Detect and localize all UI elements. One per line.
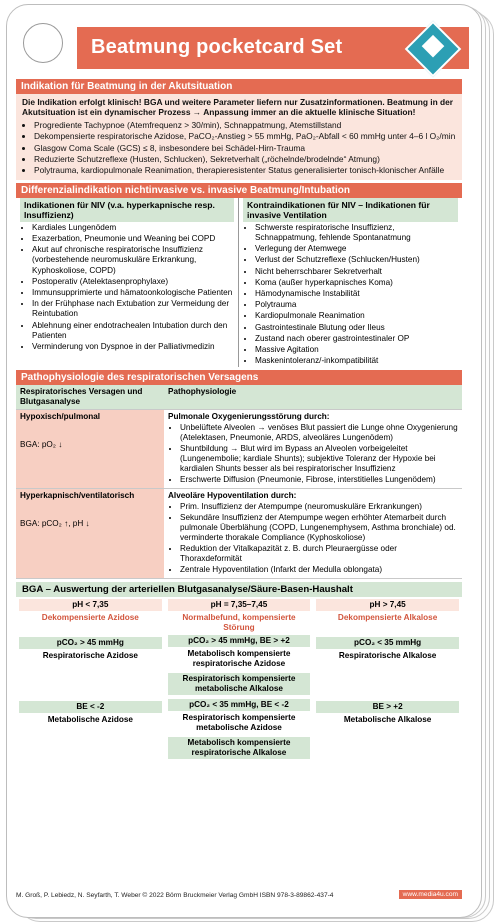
row-label-cell <box>16 489 164 579</box>
row-bga: BGA: pCO₂ ↑, pH ↓ <box>20 519 90 529</box>
section-pathophysiology-heading: Pathophysiologie des respiratorischen Versagens <box>16 370 462 385</box>
list-item: • Nicht beherrschbarer Sekretverhalt <box>255 267 458 277</box>
column-header: Pathophysiologie <box>164 385 462 410</box>
list-item: • Polytrauma, kardiopulmonale Reanimation, therapieresistenter Status generalisierter tonisch-klonischer Anfälle <box>34 165 456 175</box>
row-detail-cell <box>164 489 462 579</box>
list-item: • Kardiopulmonale Reanimation <box>255 311 458 321</box>
list-item: • Akut auf chronische respiratorische Insuffizienz (vorbestehende neuromuskuläre Erkrankung, Kyphoskoliose, COPD) <box>32 245 234 276</box>
bga-label: Respiratorisch kompensierte metabolische Alkalose <box>168 673 311 695</box>
section-indication-heading: Indikation für Beatmung in der Akutsituation <box>16 79 462 94</box>
list-item: • Reduzierte Schutzreflexe (Husten, Schlucken), Sekretverhalt („röchelnde/brodelnde“ Atmung) <box>34 154 456 164</box>
row-detail-heading: Pulmonale Oxygenierungsstörung durch: <box>168 412 330 422</box>
list-item: • Ablehnung einer endotrachealen Intubation durch den Patienten <box>32 321 234 341</box>
bga-label: Metabolische Alkalose <box>343 715 432 725</box>
pathophysiology-table <box>16 385 462 579</box>
list-item: • Polytrauma <box>255 300 458 310</box>
section-indication-body <box>16 94 462 180</box>
bga-value: BE < -2 <box>19 701 162 713</box>
bga-status: Normalbefund, kompensierte Störung <box>182 613 296 633</box>
card-punch-hole <box>23 23 63 63</box>
list-item: • Sekundäre Insuffizienz der Atempumpe wegen erhöhter Atemarbeit durch pulmonale Überblähung (COPD, Lungenemphysem, Asthma bronchiale) od. verminderte thorakale Compliance (Kyphoskoliose) <box>180 513 458 543</box>
list-item: • Dekompensierte respiratorische Azidose, PaCO₂-Anstieg > 55 mmHg, PaO₂-Abfall < 60 mmHg unter 4–6 l O₂/min <box>34 131 456 141</box>
list-item: • Zustand nach oberer gastrointestinaler OP <box>255 334 458 344</box>
bga-value: pCO₂ < 35 mmHg, BE < -2 <box>168 699 311 711</box>
list-item: • Massive Agitation <box>255 345 458 355</box>
niv-contraindications-list <box>243 223 458 367</box>
list-item: • Reduktion der Vitalkapazität z. B. durch Pleuraergüsse oder Thoraxdeformität <box>180 544 458 564</box>
list-item: • Progrediente Tachypnoe (Atemfrequenz > 30/min), Schnappatmung, Atemstillstand <box>34 120 456 130</box>
bga-column-normal <box>165 597 314 763</box>
bga-column-alkalosis <box>313 597 462 763</box>
bga-value: pCO₂ > 45 mmHg, BE > +2 <box>168 635 311 647</box>
niv-contraindications-heading: Kontraindikationen für NIV – Indikationen für invasive Ventilation <box>243 198 458 222</box>
list-item: • Unbelüftete Alveolen → venöses Blut passiert die Lunge ohne Oxygenierung (Atelektasen, Pneumonie, ARDS, alveoläres Lungenödem) <box>180 423 458 443</box>
bga-value: pCO₂ > 45 mmHg <box>19 637 162 649</box>
list-item: • Schwerste respiratorische Insuffizienz, Schnappatmung, fehlende Spontanatmung <box>255 223 458 243</box>
bga-label: Metabolisch kompensierte respiratorische Azidose <box>187 649 291 669</box>
list-item: • Zentrale Hypoventilation (Infarkt der Medulla oblongata) <box>180 565 458 575</box>
row-title: Hyperkapnisch/ventilatorisch <box>20 491 135 501</box>
row-detail-list <box>168 502 458 575</box>
bga-label: Respiratorische Alkalose <box>338 651 437 661</box>
section-differential-body <box>16 198 462 368</box>
list-item: • Prim. Insuffizienz der Atempumpe (neuromuskuläre Erkrankungen) <box>180 502 458 512</box>
list-item: • Kardiales Lungenödem <box>32 223 234 233</box>
bga-grid <box>16 597 462 763</box>
table-header-row <box>16 385 462 410</box>
list-item: • Glasgow Coma Scale (GCS) ≤ 8, insbesondere bei Schädel-Hirn-Trauma <box>34 143 456 153</box>
ph-range: pH > 7,45 <box>316 599 459 611</box>
bga-value: pCO₂ < 35 mmHg <box>316 637 459 649</box>
bga-label: Respiratorisch kompensierte metabolische Azidose <box>182 713 296 733</box>
row-title: Hypoxisch/pulmonal <box>20 412 101 422</box>
ph-range: pH < 7,35 <box>19 599 162 611</box>
list-item: • Koma (außer hyperkapnisches Koma) <box>255 278 458 288</box>
column-header: Respiratorisches Versagen und Blutgasanalyse <box>16 385 164 410</box>
bga-value: BE > +2 <box>316 701 459 713</box>
list-item: • Verlegung der Atemwege <box>255 244 458 254</box>
list-item: • Erschwerte Diffusion (Pneumonie, Fibrose, interstitielles Lungenödem) <box>180 475 458 485</box>
ph-range: pH = 7,35–7,45 <box>168 599 311 611</box>
list-item: • In der Frühphase nach Extubation zur Vermeidung der Reintubation <box>32 299 234 319</box>
niv-indications-list <box>20 223 234 352</box>
list-item: • Shuntbildung → Blut wird im Bypass an Alveolen vorbeigeleitet (Lungenembolie; kardiale Shunts); subjektive Toleranz der Hypoxie bei kardialen Shunts besser als bei respiratorischer Insuffizienz <box>180 444 458 474</box>
row-detail-heading: Alveoläre Hypoventilation durch: <box>168 491 297 501</box>
section-bga-heading: BGA – Auswertung der arteriellen Blutgasanalyse/Säure-Basen-Haushalt <box>16 582 462 597</box>
list-item: • Exazerbation, Pneumonie und Weaning bei COPD <box>32 234 234 244</box>
bga-label: Respiratorische Azidose <box>42 651 138 661</box>
list-item: • Verlust der Schutzreflexe (Schlucken/Husten) <box>255 255 458 265</box>
row-label-cell <box>16 410 164 489</box>
list-item: • Maskenintoleranz/-inkompatibilität <box>255 356 458 366</box>
list-item: • Postoperativ (Atelektasenprophylaxe) <box>32 277 234 287</box>
bga-label: Metabolisch kompensierte respiratorische Alkalose <box>168 737 311 759</box>
bga-column-acidosis <box>16 597 165 763</box>
list-item: • Verminderung von Dyspnoe in der Palliativmedizin <box>32 342 234 352</box>
niv-indications-heading: Indikationen für NIV (v.a. hyperkapnische resp. Insuffizienz) <box>20 198 234 222</box>
row-detail-list <box>168 423 458 485</box>
indication-list <box>22 120 456 176</box>
bga-status: Dekompensierte Azidose <box>41 613 139 623</box>
row-bga: BGA: pO₂ ↓ <box>20 440 63 450</box>
footer-site-link[interactable]: www.media4u.com <box>399 890 462 899</box>
list-item: • Immunsupprimierte und hämatoonkologische Patienten <box>32 288 234 298</box>
table-row <box>16 410 462 489</box>
card-footer <box>16 892 462 899</box>
row-detail-cell <box>164 410 462 489</box>
list-item: • Hämodynamische Instabilität <box>255 289 458 299</box>
card-title: Beatmung pocketcard Set <box>91 36 343 58</box>
bga-label: Metabolische Azidose <box>47 715 133 725</box>
section-differential-heading: Differenzialindikation nichtinvasive vs. invasive Beatmung/Intubation <box>16 183 462 198</box>
niv-indications-column <box>16 198 239 368</box>
card-content <box>16 76 462 763</box>
niv-contraindications-column <box>239 198 462 368</box>
indication-intro: Die Indikation erfolgt klinisch! BGA und weitere Parameter liefern nur Zusatzinformationen. Beatmung in der Akutsituation ist ein dynamischer Prozess → Anpassung immer an die aktuelle klinische Situation! <box>22 97 454 118</box>
bga-status: Dekompensierte Alkalose <box>337 613 438 623</box>
footer-credits: M. Groß, P. Lebiedz, N. Seyfarth, T. Weber © 2022 Börm Bruckmeier Verlag GmbH ISBN 978-3-89862-437-4 <box>16 892 334 899</box>
list-item: • Gastrointestinale Blutung oder Ileus <box>255 323 458 333</box>
table-row <box>16 489 462 579</box>
